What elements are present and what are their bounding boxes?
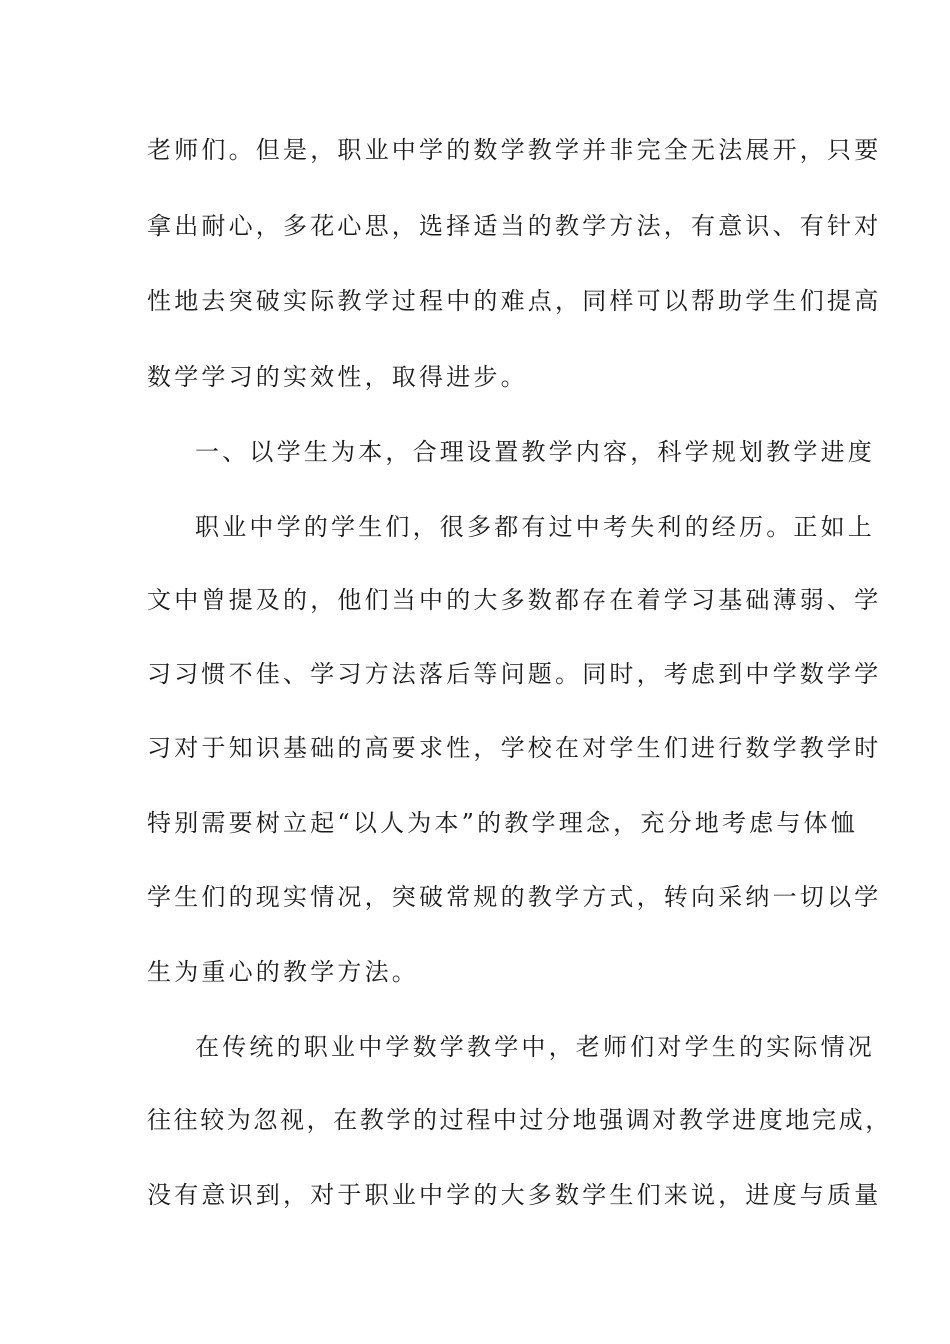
- paragraph-line: 职业中学的学生们，很多都有过中考失利的经历。正如上: [195, 513, 875, 541]
- paragraph-line: 没有意识到，对于职业中学的大多数学生们来说，进度与质量: [147, 1181, 882, 1209]
- paragraph-line: 习习惯不佳、学习方法落后等问题。同时，考虑到中学数学学: [147, 660, 882, 688]
- paragraph-line: 学生们的现实情况，突破常规的教学方式，转向采纳一切以学: [147, 883, 882, 911]
- paragraph-line: 习对于知识基础的高要求性，学校在对学生们进行数学教学时: [147, 734, 882, 762]
- paragraph-line: 在传统的职业中学数学教学中，老师们对学生的实际情况: [195, 1033, 875, 1061]
- paragraph-line: 性地去突破实际教学过程中的难点，同样可以帮助学生们提高: [147, 287, 882, 315]
- paragraph-line: 老师们。但是，职业中学的数学教学并非完全无法展开，只要: [147, 136, 882, 164]
- paragraph-line: 拿出耐心，多花心思，选择适当的教学方法，有意识、有针对: [147, 212, 882, 240]
- paragraph-line: 文中曾提及的，他们当中的大多数都存在着学习基础薄弱、学: [147, 586, 882, 614]
- paragraph-line: 生为重心的教学方法。: [147, 958, 419, 986]
- paragraph-line: 数学学习的实效性，取得进步。: [147, 363, 528, 391]
- paragraph-line: 特别需要树立起“以人为本”的教学理念，充分地考虑与体恤: [147, 809, 858, 837]
- section-heading: 一、以学生为本，合理设置教学内容，科学规划教学进度: [195, 438, 875, 466]
- paragraph-line: 往往较为忽视，在教学的过程中过分地强调对教学进度地完成，: [147, 1106, 892, 1134]
